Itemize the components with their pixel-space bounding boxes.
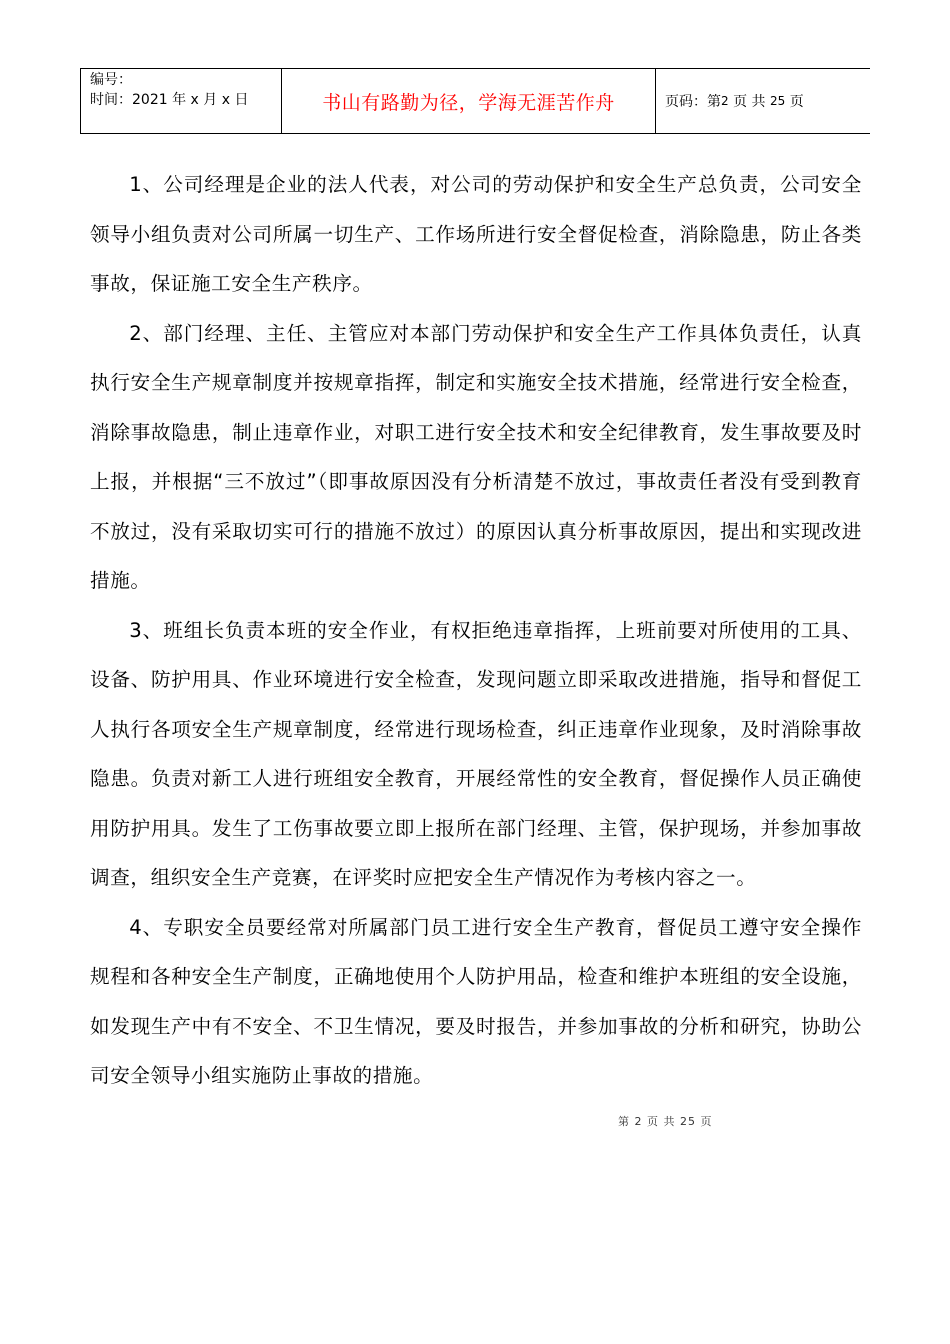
page-mid: 页 共 bbox=[733, 94, 766, 110]
date-day-suffix: 日 bbox=[234, 92, 249, 108]
paragraph-3: 3、班组长负责本班的安全作业，有权拒绝违章指挥，上班前要对所使用的工具、设备、防护用具、作业环境进行安全检查，发现问题立即采取改进措施，指导和督促工人执行各项安全生产规章制度，经常进行现场检查，纠正违章作业现象，及时消除事故隐患。负责对新工人进行班组安全教育，开展经常性的安全教育，督促操作人员正确使用防护用具。发生了工伤事故要立即上报所在部门经理、主管，保护现场，并参加事故调查，组织安全生产竞赛，在评奖时应把安全生产情况作为考核内容之一。 bbox=[90, 618, 862, 889]
page-current: 2 bbox=[721, 94, 729, 108]
document-header bbox=[80, 68, 870, 134]
time-label: 时间： bbox=[90, 92, 132, 108]
motto-text: 书山有路勤为径，学海无涯苦作舟 bbox=[322, 91, 615, 114]
paragraph-1: 1、公司经理是企业的法人代表，对公司的劳动保护和安全生产总负责，公司安全领导小组负责对公司所属一切生产、工作场所进行安全督促检查，消除隐患，防止各类事故，保证施工安全生产秩序。 bbox=[90, 173, 862, 295]
page-suffix: 页 bbox=[789, 94, 804, 110]
page-code-label: 页码：第 bbox=[665, 94, 721, 110]
paragraph-2: 2、部门经理、主任、主管应对本部门劳动保护和安全生产工作具体负责任，认真执行安全生产规章制度并按规章指挥，制定和实施安全技术措施，经常进行安全检查，消除事故隐患，制止违章作业，对职工进行安全技术和安全纪律教育，发生事故要及时上报，并根据“三不放过”（即事故原因没有分析清楚不放过，事故责任者没有受到教育不放过，没有采取切实可行的措施不放过）的原因认真分析事故原因，提出和实现改进措施。 bbox=[90, 321, 862, 592]
date-year: 2021 bbox=[132, 92, 168, 108]
paragraph-4: 4、专职安全员要经常对所属部门员工进行安全生产教育，督促员工遵守安全操作规程和各种安全生产制度，正确地使用个人防护用品，检查和维护本班组的安全设施，如发现生产中有不安全、不卫生情况，要及时报告，并参加事故的分析和研究，协助公司安全领导小组实施防止事故的措施。 bbox=[90, 915, 862, 1087]
page-footer: 第 2 页 共 25 页 bbox=[618, 1115, 713, 1128]
page-code-cell bbox=[656, 69, 870, 133]
date-line bbox=[90, 90, 281, 110]
header-meta-cell bbox=[81, 69, 282, 133]
number-label: 编号： bbox=[90, 72, 132, 88]
document-body bbox=[90, 160, 862, 1101]
date-month: x bbox=[190, 92, 199, 108]
date-day: x bbox=[221, 92, 231, 108]
page-total: 25 bbox=[770, 94, 786, 108]
date-month-suffix: 月 bbox=[203, 92, 218, 108]
date-year-suffix: 年 bbox=[172, 92, 187, 108]
motto-cell bbox=[282, 69, 656, 133]
